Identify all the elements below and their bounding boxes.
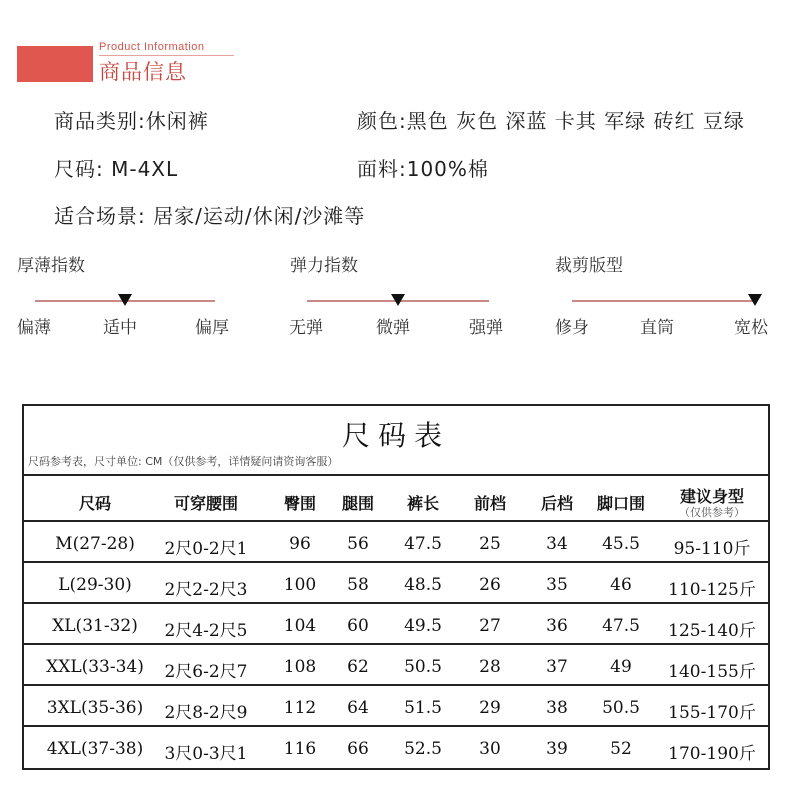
cell-body-type: 95-110斤 <box>673 539 751 559</box>
cell-length: 47.5 <box>404 534 442 554</box>
cell-size: XXL(33-34) <box>46 657 144 677</box>
index-label-high: 偏厚 <box>195 318 229 338</box>
cell-waist: 2尺4-2尺5 <box>164 621 248 641</box>
cell-length: 51.5 <box>404 698 442 718</box>
cell-waist: 2尺0-2尺1 <box>164 539 248 559</box>
index-title: 裁剪版型 <box>555 256 623 276</box>
table-divider <box>24 520 768 522</box>
index-marker-icon <box>391 294 405 306</box>
cell-body-type: 125-140斤 <box>668 621 756 641</box>
column-header-front-rise: 前档 <box>473 494 507 513</box>
index-label-mid: 微弹 <box>376 318 410 338</box>
cell-length: 48.5 <box>404 575 442 595</box>
cell-thigh: 60 <box>347 616 369 636</box>
cell-leg-opening: 52 <box>610 739 632 759</box>
info-size: 尺码: M-4XL <box>54 157 179 181</box>
cell-thigh: 58 <box>347 575 369 595</box>
column-header-waist: 可穿腰围 <box>173 494 239 513</box>
index-track <box>572 300 755 302</box>
cell-back-rise: 39 <box>546 739 568 759</box>
cell-body-type: 155-170斤 <box>668 703 756 723</box>
index-marker-icon <box>748 294 762 306</box>
column-header-length: 裤长 <box>406 494 440 513</box>
column-header-thigh: 腿围 <box>341 494 375 513</box>
header-english-title: Product Information <box>99 41 205 53</box>
cell-front-rise: 29 <box>479 698 501 718</box>
cell-body-type: 140-155斤 <box>668 662 756 682</box>
header-accent-block <box>17 46 93 82</box>
table-divider <box>24 602 768 604</box>
cell-leg-opening: 49 <box>610 657 632 677</box>
table-divider <box>24 643 768 645</box>
column-header-body-type: 建议身型 <box>679 487 745 506</box>
info-scene: 适合场景: 居家/运动/休闲/沙滩等 <box>54 204 366 228</box>
cell-length: 49.5 <box>404 616 442 636</box>
index-label-low: 修身 <box>555 318 589 338</box>
column-header-note: （仅供参考） <box>679 506 745 519</box>
index-label-mid: 直筒 <box>640 318 674 338</box>
index-label-low: 偏薄 <box>17 318 51 338</box>
cell-waist: 3尺0-3尺1 <box>164 744 248 764</box>
cell-waist: 2尺6-2尺7 <box>164 662 248 682</box>
cell-body-type: 170-190斤 <box>668 744 756 764</box>
cell-front-rise: 30 <box>479 739 501 759</box>
table-divider <box>24 725 768 727</box>
cell-thigh: 62 <box>347 657 369 677</box>
cell-hip: 112 <box>283 698 317 718</box>
cell-hip: 96 <box>289 534 311 554</box>
cell-body-type: 110-125斤 <box>668 580 756 600</box>
info-fabric: 面料:100%棉 <box>357 157 489 181</box>
index-label-low: 无弹 <box>289 318 323 338</box>
cell-length: 50.5 <box>404 657 442 677</box>
cell-waist: 2尺2-2尺3 <box>164 580 248 600</box>
cell-back-rise: 34 <box>546 534 568 554</box>
cell-leg-opening: 45.5 <box>602 534 640 554</box>
index-marker-icon <box>118 294 132 306</box>
cell-hip: 116 <box>283 739 317 759</box>
cell-waist: 2尺8-2尺9 <box>164 703 248 723</box>
index-title: 厚薄指数 <box>17 256 85 276</box>
cell-front-rise: 26 <box>479 575 501 595</box>
cell-size: 4XL(37-38) <box>46 739 144 759</box>
index-title: 弹力指数 <box>290 256 358 276</box>
table-divider <box>24 474 768 476</box>
info-category: 商品类别:休闲裤 <box>54 109 209 133</box>
cell-front-rise: 27 <box>479 616 501 636</box>
table-divider <box>24 561 768 563</box>
cell-leg-opening: 47.5 <box>602 616 640 636</box>
cell-hip: 108 <box>283 657 317 677</box>
cell-size: XL(31-32) <box>52 616 138 636</box>
cell-thigh: 64 <box>347 698 369 718</box>
cell-leg-opening: 46 <box>610 575 632 595</box>
cell-size: L(29-30) <box>58 575 132 595</box>
size-table-note: 尺码参考表，尺寸单位: CM（仅供参考，详情疑问请资询客服） <box>28 455 339 468</box>
cell-length: 52.5 <box>404 739 442 759</box>
header-title: 商品信息 <box>99 60 187 84</box>
cell-size: 3XL(35-36) <box>46 698 144 718</box>
cell-back-rise: 35 <box>546 575 568 595</box>
column-header-size: 尺码 <box>78 494 112 513</box>
size-table-title: 尺码表 <box>341 419 450 452</box>
table-divider <box>24 684 768 686</box>
cell-back-rise: 38 <box>546 698 568 718</box>
cell-hip: 100 <box>283 575 317 595</box>
size-table <box>22 404 770 770</box>
cell-size: M(27-28) <box>55 534 135 554</box>
column-header-leg-opening: 脚口围 <box>596 494 646 513</box>
cell-thigh: 66 <box>347 739 369 759</box>
cell-thigh: 56 <box>347 534 369 554</box>
cell-hip: 104 <box>283 616 317 636</box>
column-header-hip: 臀围 <box>283 494 317 513</box>
cell-front-rise: 25 <box>479 534 501 554</box>
index-label-high: 强弹 <box>469 318 503 338</box>
index-label-high: 宽松 <box>734 318 768 338</box>
column-header-back-rise: 后档 <box>540 494 574 513</box>
cell-back-rise: 37 <box>546 657 568 677</box>
index-label-mid: 适中 <box>103 318 137 338</box>
cell-front-rise: 28 <box>479 657 501 677</box>
cell-leg-opening: 50.5 <box>602 698 640 718</box>
info-colors: 颜色:黑色 灰色 深蓝 卡其 军绿 砖红 豆绿 <box>357 109 745 133</box>
cell-back-rise: 36 <box>546 616 568 636</box>
